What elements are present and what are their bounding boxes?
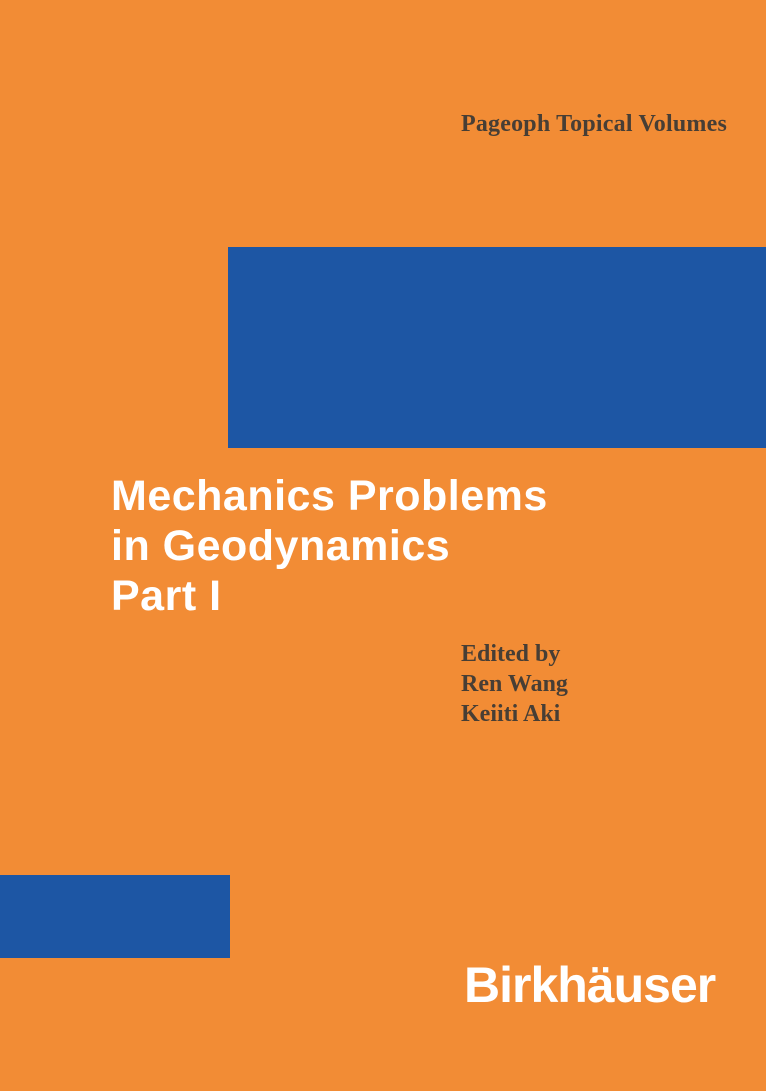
editor-name: Ren Wang xyxy=(461,671,568,697)
book-title xyxy=(111,471,548,621)
book-title-line-1: Mechanics Problems xyxy=(111,472,548,520)
edited-by-label: Edited by xyxy=(461,641,561,667)
editor-name: Keiiti Aki xyxy=(461,701,561,727)
publisher-logo: Birkhäuser xyxy=(464,957,716,1013)
small-blue-rectangle xyxy=(0,875,230,958)
editors-block xyxy=(461,639,568,729)
large-blue-rectangle xyxy=(228,247,766,448)
book-title-line-3: Part I xyxy=(111,572,222,620)
book-title-line-2: in Geodynamics xyxy=(111,522,451,570)
series-title: Pageoph Topical Volumes xyxy=(461,111,728,137)
